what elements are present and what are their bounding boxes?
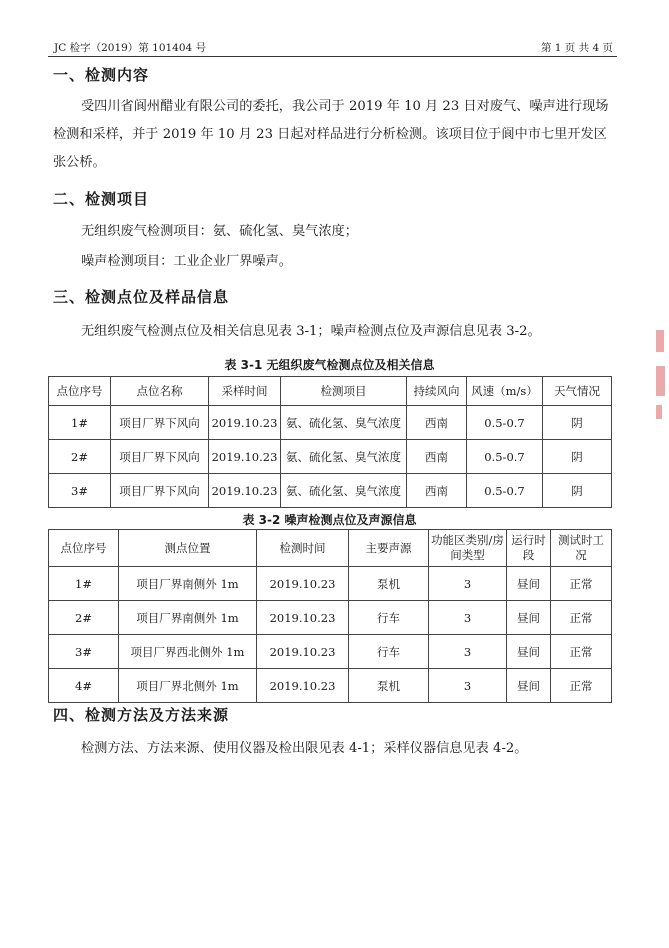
table-2-header-cell: 测点位置 bbox=[119, 530, 257, 567]
table-cell: 项目厂界下风向 bbox=[111, 406, 209, 440]
table-1-header-cell: 天气情况 bbox=[543, 377, 612, 406]
table-2-header-row bbox=[49, 530, 612, 567]
seal-stamp-fragment bbox=[656, 366, 665, 396]
table-cell: 正常 bbox=[551, 669, 612, 703]
table-cell: 泵机 bbox=[349, 567, 429, 601]
table-cell: 项目厂界北侧外 1m bbox=[119, 669, 257, 703]
table-cell: 西南 bbox=[407, 440, 467, 474]
section-3-paragraph: 无组织废气检测点位及相关信息见表 3-1；噪声检测点位及声源信息见表 3-2。 bbox=[81, 324, 541, 339]
table-2-header-cell: 运行时段 bbox=[507, 530, 551, 567]
table-1-header-cell: 风速（m/s） bbox=[467, 377, 543, 406]
table-cell: 3 bbox=[429, 635, 507, 669]
table-2-header-cell: 主要声源 bbox=[349, 530, 429, 567]
section-2-title: 二、检测项目 bbox=[53, 190, 150, 208]
section-4-paragraph: 检测方法、方法来源、使用仪器及检出限见表 4-1；采样仪器信息见表 4-2。 bbox=[81, 741, 528, 756]
table-cell: 2019.10.23 bbox=[209, 440, 281, 474]
section-4-title: 四、检测方法及方法来源 bbox=[53, 706, 230, 724]
table-cell: 0.5-0.7 bbox=[467, 406, 543, 440]
table-cell: 正常 bbox=[551, 567, 612, 601]
table-row bbox=[49, 601, 612, 635]
table-cell: 阴 bbox=[543, 474, 612, 508]
table-cell: 项目厂界南侧外 1m bbox=[119, 567, 257, 601]
table-cell: 行车 bbox=[349, 601, 429, 635]
table-row bbox=[49, 440, 612, 474]
seal-stamp-fragment bbox=[656, 405, 662, 419]
table-cell: 氨、硫化氢、臭气浓度 bbox=[281, 440, 407, 474]
table-1 bbox=[48, 376, 612, 508]
table-cell: 泵机 bbox=[349, 669, 429, 703]
table-cell: 氨、硫化氢、臭气浓度 bbox=[281, 474, 407, 508]
table-cell: 昼间 bbox=[507, 669, 551, 703]
seal-stamp-fragment bbox=[656, 330, 664, 352]
table-cell: 昼间 bbox=[507, 635, 551, 669]
table-cell: 项目厂界西北侧外 1m bbox=[119, 635, 257, 669]
document-number: JC 检字（2019）第 101404 号 bbox=[54, 42, 207, 54]
table-cell: 昼间 bbox=[507, 601, 551, 635]
table-2-header-cell: 检测时间 bbox=[257, 530, 349, 567]
table-2-caption: 表 3-2 噪声检测点位及声源信息 bbox=[242, 513, 417, 527]
table-cell: 3 bbox=[429, 567, 507, 601]
table-2 bbox=[48, 529, 612, 703]
table-cell: 2019.10.23 bbox=[257, 601, 349, 635]
table-cell: 项目厂界下风向 bbox=[111, 474, 209, 508]
table-cell: 阴 bbox=[543, 406, 612, 440]
table-cell: 阴 bbox=[543, 440, 612, 474]
table-cell: 2019.10.23 bbox=[209, 406, 281, 440]
table-cell: 3 bbox=[429, 669, 507, 703]
section-2-line-2: 噪声检测项目：工业企业厂界噪声。 bbox=[81, 254, 292, 269]
table-row bbox=[49, 474, 612, 508]
table-cell: 4# bbox=[49, 669, 119, 703]
table-cell: 氨、硫化氢、臭气浓度 bbox=[281, 406, 407, 440]
section-1-paragraph: 受四川省阆州醋业有限公司的委托，我公司于 2019 年 10 月 23 日对废气、噪声进行现场检测和采样，并于 2019 年 10 月 23 日起对样品进行分析检测。该项目位于阆中市七里开发区张公桥。 bbox=[53, 99, 609, 170]
table-cell: 正常 bbox=[551, 601, 612, 635]
table-cell: 2# bbox=[49, 601, 119, 635]
table-cell: 昼间 bbox=[507, 567, 551, 601]
table-cell: 1# bbox=[49, 406, 111, 440]
table-cell: 2019.10.23 bbox=[257, 635, 349, 669]
table-2-header-cell: 点位序号 bbox=[49, 530, 119, 567]
table-row bbox=[49, 567, 612, 601]
table-1-header-cell: 点位名称 bbox=[111, 377, 209, 406]
table-cell: 正常 bbox=[551, 635, 612, 669]
table-cell: 1# bbox=[49, 567, 119, 601]
table-2-header-cell: 功能区类别/房间类型 bbox=[429, 530, 507, 567]
table-row bbox=[49, 635, 612, 669]
section-3-title: 三、检测点位及样品信息 bbox=[53, 288, 230, 306]
table-row bbox=[49, 406, 612, 440]
table-cell: 2# bbox=[49, 440, 111, 474]
table-1-header-row bbox=[49, 377, 612, 406]
table-1-caption: 表 3-1 无组织废气检测点位及相关信息 bbox=[224, 358, 435, 372]
table-cell: 0.5-0.7 bbox=[467, 440, 543, 474]
table-row bbox=[49, 669, 612, 703]
table-cell: 3 bbox=[429, 601, 507, 635]
section-1-title: 一、检测内容 bbox=[53, 66, 150, 84]
table-cell: 2019.10.23 bbox=[209, 474, 281, 508]
table-1-header-cell: 点位序号 bbox=[49, 377, 111, 406]
table-cell: 西南 bbox=[407, 474, 467, 508]
table-cell: 项目厂界南侧外 1m bbox=[119, 601, 257, 635]
page-number: 第 1 页 共 4 页 bbox=[540, 42, 613, 54]
table-cell: 3# bbox=[49, 635, 119, 669]
table-1-header-cell: 采样时间 bbox=[209, 377, 281, 406]
table-cell: 2019.10.23 bbox=[257, 567, 349, 601]
table-cell: 行车 bbox=[349, 635, 429, 669]
table-1-header-cell: 检测项目 bbox=[281, 377, 407, 406]
table-cell: 2019.10.23 bbox=[257, 669, 349, 703]
table-cell: 0.5-0.7 bbox=[467, 474, 543, 508]
table-cell: 3# bbox=[49, 474, 111, 508]
table-cell: 项目厂界下风向 bbox=[111, 440, 209, 474]
table-cell: 西南 bbox=[407, 406, 467, 440]
table-1-header-cell: 持续风向 bbox=[407, 377, 467, 406]
table-2-header-cell: 测试时工况 bbox=[551, 530, 612, 567]
page-header bbox=[48, 38, 617, 57]
section-2-line-1: 无组织废气检测项目：氨、硫化氢、臭气浓度； bbox=[81, 224, 358, 239]
